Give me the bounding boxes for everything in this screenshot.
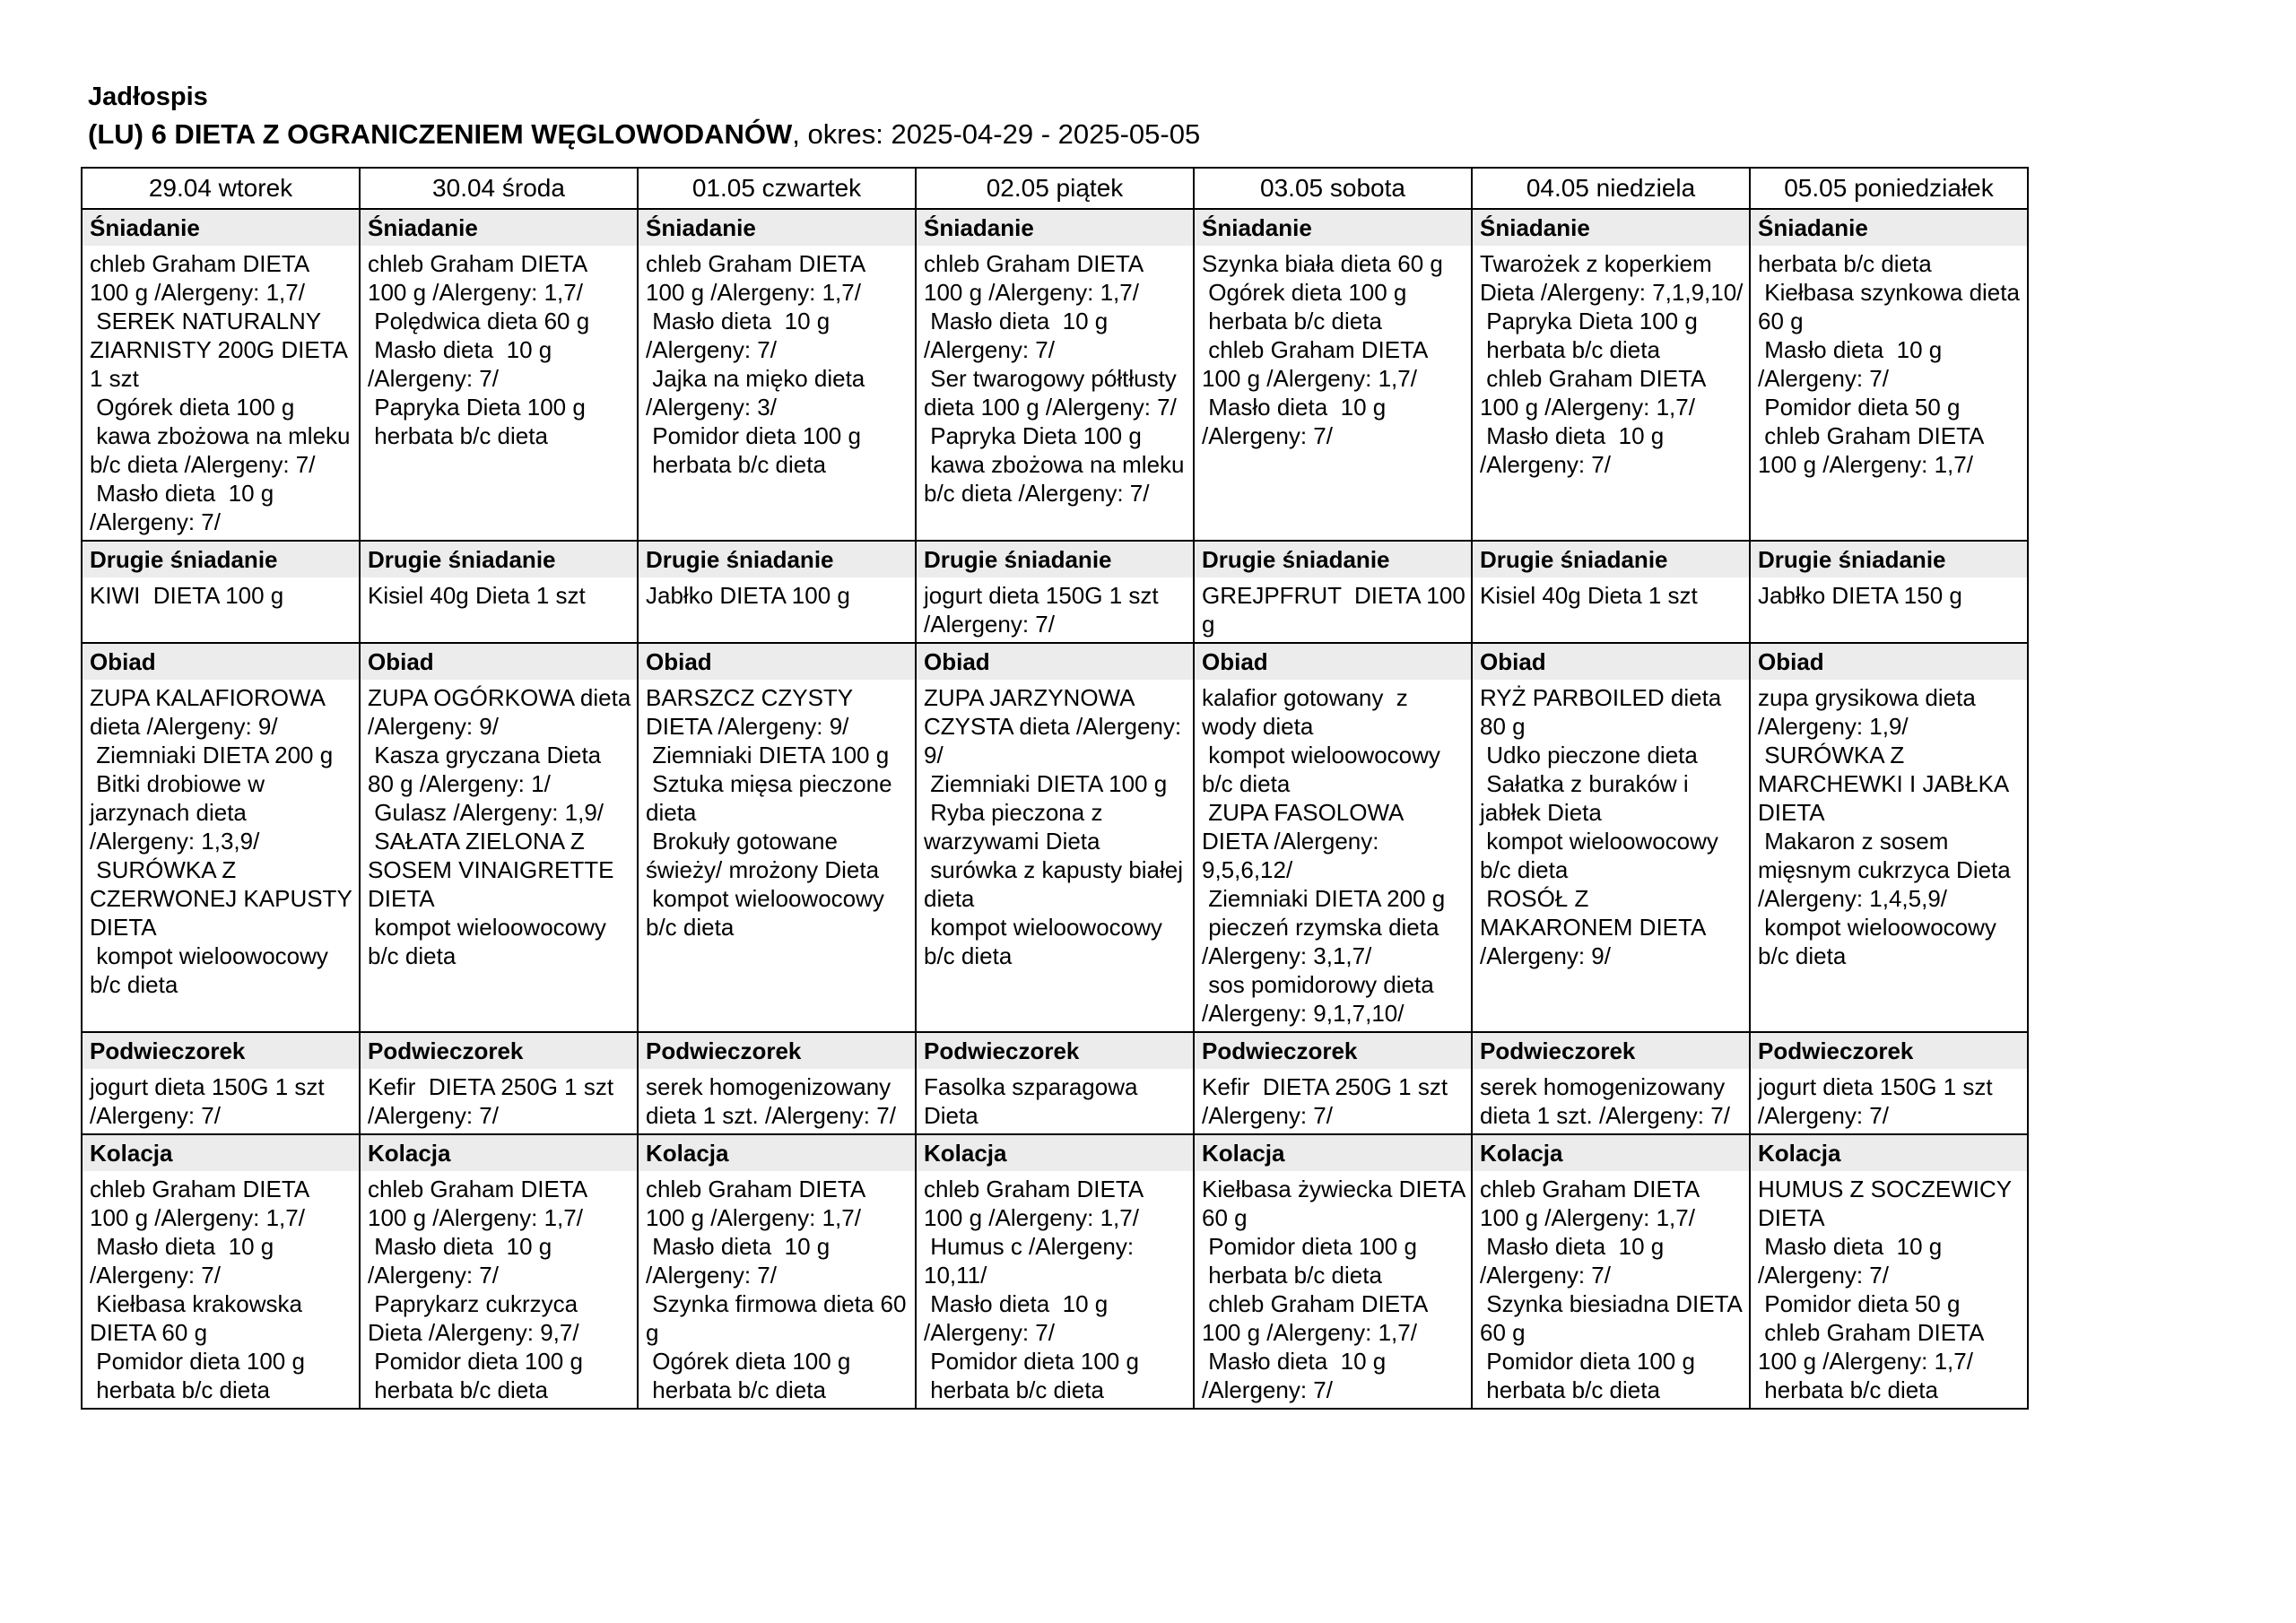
meal-items: Kisiel 40g Dieta 1 szt xyxy=(1480,582,1698,609)
meal-items: chleb Graham DIETA 100 g /Alergeny: 1,7/ SEREK NATURALNY ZIARNISTY 200G DIETA 1 szt Ogórek dieta 100 g kawa zbożowa na mleku b/c dieta /Alergeny: 7/ Masło dieta 10 g /Alergeny: 7/ xyxy=(90,250,351,535)
diet-name: (LU) 6 DIETA Z OGRANICZENIEM WĘGLOWODANÓW xyxy=(88,118,793,150)
meal-label: Śniadanie xyxy=(1473,210,1749,246)
meal-label: Obiad xyxy=(83,644,359,680)
meal-cell xyxy=(916,209,1194,541)
meal-label: Drugie śniadanie xyxy=(917,542,1193,577)
meal-cell xyxy=(1472,209,1750,541)
meal-cell xyxy=(916,1032,1194,1134)
document-subtitle xyxy=(88,115,1200,154)
meal-cell xyxy=(1472,1032,1750,1134)
meal-cell xyxy=(1194,209,1472,541)
meal-label: Drugie śniadanie xyxy=(1473,542,1749,577)
meal-cell xyxy=(360,541,638,643)
meal-label: Kolacja xyxy=(1195,1135,1471,1171)
meal-items: serek homogenizowany dieta 1 szt. /Alergeny: 7/ xyxy=(646,1073,898,1129)
day-header: 01.05 czwartek xyxy=(638,168,916,209)
meal-cell xyxy=(82,541,360,643)
meal-label: Podwieczorek xyxy=(1195,1033,1471,1069)
day-header: 03.05 sobota xyxy=(1194,168,1472,209)
meal-items: GREJPFRUT DIETA 100 g xyxy=(1202,582,1473,638)
meal-label: Drugie śniadanie xyxy=(639,542,915,577)
meal-cell xyxy=(1194,643,1472,1032)
meal-cell xyxy=(1194,1032,1472,1134)
meal-items: BARSZCZ CZYSTY DIETA /Alergeny: 9/ Ziemniaki DIETA 100 g Sztuka mięsa pieczone dieta Brokuły gotowane świeży/ mrożony Dieta kompot wieloowocowy b/c dieta xyxy=(646,684,892,941)
meal-label: Obiad xyxy=(1195,644,1471,680)
meal-items: HUMUS Z SOCZEWICY DIETA Masło dieta 10 g /Alergeny: 7/ Pomidor dieta 50 g chleb Graham DIETA 100 g /Alergeny: 1,7/ herbata b/c dieta xyxy=(1758,1176,2012,1403)
meal-cell xyxy=(1750,209,2028,541)
meal-label: Podwieczorek xyxy=(83,1033,359,1069)
meal-label: Podwieczorek xyxy=(1473,1033,1749,1069)
meal-cell xyxy=(1750,1032,2028,1134)
meal-items: chleb Graham DIETA 100 g /Alergeny: 1,7/ Polędwica dieta 60 g Masło dieta 10 g /Alergeny: 7/ Papryka Dieta 100 g herbata b/c dieta xyxy=(368,250,590,449)
meal-label: Podwieczorek xyxy=(917,1033,1193,1069)
meal-items: chleb Graham DIETA 100 g /Alergeny: 1,7/ Masło dieta 10 g /Alergeny: 7/ Jajka na miękо dieta /Alergeny: 3/ Pomidor dieta 100 g herbata b/c dieta xyxy=(646,250,865,478)
meal-items: herbata b/c dieta Kiełbasa szynkowa dieta 60 g Masło dieta 10 g /Alergeny: 7/ Pomidor dieta 50 g chleb Graham DIETA 100 g /Alergeny: 1,7/ xyxy=(1758,250,2020,478)
meal-cell xyxy=(82,643,360,1032)
meal-label: Kolacja xyxy=(1473,1135,1749,1171)
meal-cell xyxy=(360,1032,638,1134)
meal-label: Śniadanie xyxy=(1751,210,2027,246)
meal-items: Fasolka szparagowa Dieta xyxy=(924,1073,1144,1129)
meal-items: Kefir DIETA 250G 1 szt /Alergeny: 7/ xyxy=(1202,1073,1455,1129)
document-title: Jadłospis xyxy=(88,82,208,111)
meal-cell xyxy=(1472,1134,1750,1409)
meal-cell xyxy=(82,209,360,541)
meal-items: KIWI DIETA 100 g xyxy=(90,582,284,609)
meal-label: Kolacja xyxy=(83,1135,359,1171)
meal-cell xyxy=(638,643,916,1032)
meal-label: Śniadanie xyxy=(639,210,915,246)
meal-items: RYŻ PARBOILED dieta 80 g Udko pieczone dieta Sałatka z buraków i jabłek Dieta kompot wieloowocowy b/c dieta ROSÓŁ Z MAKARONEM DIETA /Alergeny: 9/ xyxy=(1480,684,1722,969)
meal-cell xyxy=(1194,541,1472,643)
document-header xyxy=(88,79,1200,154)
meal-items: Szynka biała dieta 60 g Ogórek dieta 100 g herbata b/c dieta chleb Graham DIETA 100 g /Alergeny: 1,7/ Masło dieta 10 g /Alergeny: 7/ xyxy=(1202,250,1443,449)
meal-label: Drugie śniadanie xyxy=(361,542,637,577)
meal-row xyxy=(82,1032,2028,1134)
meal-cell xyxy=(360,209,638,541)
meal-cell xyxy=(1472,541,1750,643)
meal-cell xyxy=(1750,541,2028,643)
meal-cell xyxy=(638,1032,916,1134)
meal-cell xyxy=(916,1134,1194,1409)
day-header: 04.05 niedziela xyxy=(1472,168,1750,209)
meal-cell xyxy=(360,1134,638,1409)
meal-cell xyxy=(1750,643,2028,1032)
meal-items: kalafior gotowany z wody dieta kompot wieloowocowy b/c dieta ZUPA FASOLOWA DIETA /Alergeny: 9,5,6,12/ Ziemniaki DIETA 200 g pieczeń rzymska dieta /Alergeny: 3,1,7/ sos pomidorowy dieta /Alergeny: 9,1,7,10/ xyxy=(1202,684,1446,1027)
meal-items: Kefir DIETA 250G 1 szt /Alergeny: 7/ xyxy=(368,1073,621,1129)
meal-label: Podwieczorek xyxy=(639,1033,915,1069)
meal-cell xyxy=(916,643,1194,1032)
menu-body xyxy=(82,209,2028,1409)
meal-items: Twarożek z koperkiem Dieta /Alergeny: 7,1,9,10/ Papryka Dieta 100 g herbata b/c dieta chleb Graham DIETA 100 g /Alergeny: 1,7/ Masło dieta 10 g /Alergeny: 7/ xyxy=(1480,250,1744,478)
meal-label: Śniadanie xyxy=(361,210,637,246)
meal-label: Kolacja xyxy=(361,1135,637,1171)
day-header: 05.05 poniedziałek xyxy=(1750,168,2028,209)
meal-label: Drugie śniadanie xyxy=(1195,542,1471,577)
meal-label: Kolacja xyxy=(917,1135,1193,1171)
meal-label: Obiad xyxy=(917,644,1193,680)
meal-items: serek homogenizowany dieta 1 szt. /Alergeny: 7/ xyxy=(1480,1073,1732,1129)
meal-items: Jabłko DIETA 150 g xyxy=(1758,582,1962,609)
meal-items: chleb Graham DIETA 100 g /Alergeny: 1,7/ Masło dieta 10 g /Alergeny: 7/ Paprykarz cukrzyca Dieta /Alergeny: 9,7/ Pomidor dieta 100 g herbata b/c dieta xyxy=(368,1176,587,1403)
meal-row xyxy=(82,209,2028,541)
meal-label: Obiad xyxy=(1751,644,2027,680)
meal-items: chleb Graham DIETA 100 g /Alergeny: 1,7/ Masło dieta 10 g /Alergeny: 7/ Szynka biesiadna DIETA 60 g Pomidor dieta 100 g herbata b/c dieta xyxy=(1480,1176,1742,1403)
meal-cell xyxy=(1750,1134,2028,1409)
meal-row xyxy=(82,1134,2028,1409)
meal-items: zupa grysikowa dieta /Alergeny: 1,9/ SURÓWKA Z MARCHEWKI I JABŁKA DIETA Makaron z sosem mięsnym cukrzyca Dieta /Alergeny: 1,4,5,9/ kompot wieloowocowy b/c dieta xyxy=(1758,684,2011,969)
meal-items: Jabłko DIETA 100 g xyxy=(646,582,850,609)
meal-items: jogurt dieta 150G 1 szt /Alergeny: 7/ xyxy=(1758,1073,1999,1129)
meal-cell xyxy=(638,541,916,643)
meal-label: Śniadanie xyxy=(917,210,1193,246)
meal-label: Śniadanie xyxy=(83,210,359,246)
day-header-row xyxy=(82,168,2028,209)
day-header: 30.04 środa xyxy=(360,168,638,209)
meal-items: Kiełbasa żywiecka DIETA 60 g Pomidor dieta 100 g herbata b/c dieta chleb Graham DIETA 100 g /Alergeny: 1,7/ Masło dieta 10 g /Alergeny: 7/ xyxy=(1202,1176,1465,1403)
meal-label: Drugie śniadanie xyxy=(1751,542,2027,577)
meal-label: Śniadanie xyxy=(1195,210,1471,246)
meal-items: ZUPA JARZYNOWA CZYSTA dieta /Alergeny: 9/ Ziemniaki DIETA 100 g Ryba pieczona z warzywami Dieta surówka z kapusty białej dieta kompot wieloowocowy b/c dieta xyxy=(924,684,1184,969)
meal-items: ZUPA OGÓRKOWA dieta /Alergeny: 9/ Kasza gryczana Dieta 80 g /Alergeny: 1/ Gulasz /Alergeny: 1,9/ SAŁATA ZIELONA Z SOSEM VINAIGRETTE DIETA kompot wieloowocowy b/c dieta xyxy=(368,684,631,969)
meal-cell xyxy=(1472,643,1750,1032)
meal-items: jogurt dieta 150G 1 szt /Alergeny: 7/ xyxy=(90,1073,331,1129)
meal-items: ZUPA KALAFIOROWA dieta /Alergeny: 9/ Ziemniaki DIETA 200 g Bitki drobiowe w jarzynach dieta /Alergeny: 1,3,9/ SURÓWKA Z CZERWONEJ KAPUSTY DIETA kompot wieloowocowy b/c dieta xyxy=(90,684,352,998)
period-text: , okres: 2025-04-29 - 2025-05-05 xyxy=(792,118,1201,150)
meal-items: Kisiel 40g Dieta 1 szt xyxy=(368,582,586,609)
meal-label: Podwieczorek xyxy=(361,1033,637,1069)
meal-items: chleb Graham DIETA 100 g /Alergeny: 1,7/ Masło dieta 10 g /Alergeny: 7/ Kiełbasa krakowska DIETA 60 g Pomidor dieta 100 g herbata b/c dieta xyxy=(90,1176,309,1403)
meal-row xyxy=(82,643,2028,1032)
meal-label: Obiad xyxy=(639,644,915,680)
meal-items: chleb Graham DIETA 100 g /Alergeny: 1,7/ Masło dieta 10 g /Alergeny: 7/ Ser twarogowy półtłusty dieta 100 g /Alergeny: 7/ Papryka Dieta 100 g kawa zbożowa na mleku b/c dieta /Alergeny: 7/ xyxy=(924,250,1185,507)
menu-table xyxy=(81,167,2029,1410)
meal-items: chleb Graham DIETA 100 g /Alergeny: 1,7/ Humus c /Alergeny: 10,11/ Masło dieta 10 g /Alergeny: 7/ Pomidor dieta 100 g herbata b/c dieta xyxy=(924,1176,1143,1403)
meal-label: Kolacja xyxy=(639,1135,915,1171)
meal-label: Obiad xyxy=(361,644,637,680)
meal-label: Kolacja xyxy=(1751,1135,2027,1171)
meal-label: Podwieczorek xyxy=(1751,1033,2027,1069)
meal-items: chleb Graham DIETA 100 g /Alergeny: 1,7/ Masło dieta 10 g /Alergeny: 7/ Szynka firmowa dieta 60 g Ogórek dieta 100 g herbata b/c dieta xyxy=(646,1176,907,1403)
day-header: 29.04 wtorek xyxy=(82,168,360,209)
meal-row xyxy=(82,541,2028,643)
meal-cell xyxy=(1194,1134,1472,1409)
meal-cell xyxy=(360,643,638,1032)
meal-cell xyxy=(638,1134,916,1409)
meal-cell xyxy=(82,1134,360,1409)
meal-label: Obiad xyxy=(1473,644,1749,680)
meal-cell xyxy=(916,541,1194,643)
meal-label: Drugie śniadanie xyxy=(83,542,359,577)
day-header: 02.05 piątek xyxy=(916,168,1194,209)
meal-cell xyxy=(82,1032,360,1134)
meal-items: jogurt dieta 150G 1 szt /Alergeny: 7/ xyxy=(924,582,1165,638)
meal-cell xyxy=(638,209,916,541)
